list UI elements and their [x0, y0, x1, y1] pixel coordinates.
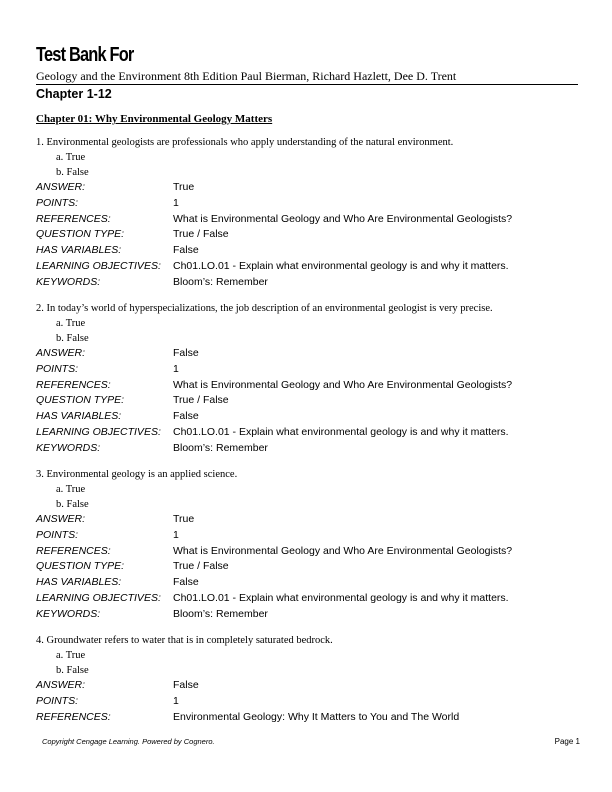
references-row: [36, 710, 581, 726]
has-variables-row: [36, 243, 581, 259]
meta-value: False: [173, 347, 199, 359]
points-row: [36, 528, 581, 544]
meta-label: POINTS:: [36, 528, 79, 541]
meta-label: QUESTION TYPE:: [36, 394, 125, 407]
choice-a: a. True: [56, 650, 86, 661]
points-row: [36, 196, 581, 212]
meta-label: ANSWER:: [36, 679, 86, 691]
learning-objectives-row: [36, 259, 581, 275]
choice-a: a. True: [56, 318, 86, 329]
meta-value: Environmental Geology: Why It Matters to You and The World: [173, 710, 460, 723]
meta-value: Ch01.LO.01 - Explain what environmental geology is and why it matters.: [173, 259, 509, 272]
keywords-row: [36, 607, 581, 623]
meta-value: Bloom’s: Remember: [173, 441, 268, 454]
meta-value: True: [173, 181, 195, 193]
has-variables-row: [36, 575, 581, 591]
question-type-row: [36, 393, 581, 409]
meta-label: ANSWER:: [36, 347, 86, 359]
meta-label: KEYWORDS:: [36, 607, 101, 620]
meta-value: True: [173, 513, 195, 525]
meta-value: 1: [173, 528, 179, 541]
meta-value: False: [173, 576, 199, 589]
meta-label: LEARNING OBJECTIVES:: [36, 425, 161, 438]
question-text: 2. In today’s world of hyperspecializations, the job description of an environmental geologist is very precise.: [36, 303, 493, 314]
answer-row: [36, 346, 581, 362]
choice-b: b. False: [56, 665, 89, 676]
question-type-row: [36, 227, 581, 243]
references-row: [36, 378, 581, 394]
learning-objectives-row: [36, 425, 581, 441]
meta-label: LEARNING OBJECTIVES:: [36, 591, 161, 604]
choice-b: b. False: [56, 499, 89, 510]
choice-a: a. True: [56, 484, 86, 495]
meta-value: What is Environmental Geology and Who Are Environmental Geologists?: [173, 378, 513, 391]
question-text: 4. Groundwater refers to water that is in completely saturated bedrock.: [36, 635, 333, 646]
meta-label: REFERENCES:: [36, 544, 111, 557]
meta-label: REFERENCES:: [36, 212, 111, 225]
points-row: [36, 362, 581, 378]
question-text: 3. Environmental geology is an applied science.: [36, 469, 238, 480]
meta-label: ANSWER:: [36, 181, 86, 193]
references-row: [36, 544, 581, 560]
meta-value: Bloom’s: Remember: [173, 275, 268, 288]
meta-value: Bloom’s: Remember: [173, 607, 268, 620]
page-number: Page 1: [554, 737, 580, 746]
meta-label: LEARNING OBJECTIVES:: [36, 259, 161, 272]
keywords-row: [36, 275, 581, 291]
keywords-row: [36, 441, 581, 457]
meta-label: QUESTION TYPE:: [36, 228, 125, 241]
chapter-range-heading: Chapter 1-12: [36, 87, 112, 101]
meta-value: What is Environmental Geology and Who Are Environmental Geologists?: [173, 212, 513, 225]
meta-value: 1: [173, 694, 179, 707]
meta-label: REFERENCES:: [36, 378, 111, 391]
meta-label: QUESTION TYPE:: [36, 560, 125, 573]
meta-label: HAS VARIABLES:: [36, 410, 122, 423]
meta-value: True / False: [173, 394, 229, 407]
question-3: [36, 467, 581, 623]
learning-objectives-row: [36, 591, 581, 607]
choice-b: b. False: [56, 167, 89, 178]
meta-value: True / False: [173, 560, 229, 573]
meta-value: True / False: [173, 228, 229, 241]
meta-label: HAS VARIABLES:: [36, 244, 122, 257]
meta-value: What is Environmental Geology and Who Are Environmental Geologists?: [173, 544, 513, 557]
footer-copyright: Copyright Cengage Learning. Powered by Cognero.: [42, 737, 215, 746]
meta-value: Ch01.LO.01 - Explain what environmental geology is and why it matters.: [173, 591, 509, 604]
header-divider: [36, 84, 578, 85]
section-title: Chapter 01: Why Environmental Geology Matters: [36, 113, 273, 125]
references-row: [36, 212, 581, 228]
meta-value: False: [173, 679, 199, 691]
choice-b: b. False: [56, 333, 89, 344]
question-2: [36, 301, 581, 457]
meta-value: False: [173, 244, 199, 257]
meta-label: KEYWORDS:: [36, 275, 101, 288]
meta-label: KEYWORDS:: [36, 441, 101, 454]
answer-row: [36, 180, 581, 196]
meta-label: HAS VARIABLES:: [36, 576, 122, 589]
question-text: 1. Environmental geologists are professionals who apply understanding of the natural environment.: [36, 137, 454, 148]
page-title: Test Bank For: [36, 44, 134, 66]
meta-value: Ch01.LO.01 - Explain what environmental geology is and why it matters.: [173, 425, 509, 438]
points-row: [36, 694, 581, 710]
question-1: [36, 135, 581, 291]
meta-label: REFERENCES:: [36, 710, 111, 723]
meta-label: POINTS:: [36, 196, 79, 209]
answer-row: [36, 678, 581, 694]
meta-label: ANSWER:: [36, 513, 86, 525]
choice-a: a. True: [56, 152, 86, 163]
meta-value: False: [173, 410, 199, 423]
question-type-row: [36, 559, 581, 575]
has-variables-row: [36, 409, 581, 425]
meta-label: POINTS:: [36, 694, 79, 707]
meta-label: POINTS:: [36, 362, 79, 375]
question-4: [36, 633, 581, 725]
answer-row: [36, 512, 581, 528]
book-subtitle: Geology and the Environment 8th Edition Paul Bierman, Richard Hazlett, Dee D. Trent: [36, 69, 457, 83]
meta-value: 1: [173, 196, 179, 209]
meta-value: 1: [173, 362, 179, 375]
